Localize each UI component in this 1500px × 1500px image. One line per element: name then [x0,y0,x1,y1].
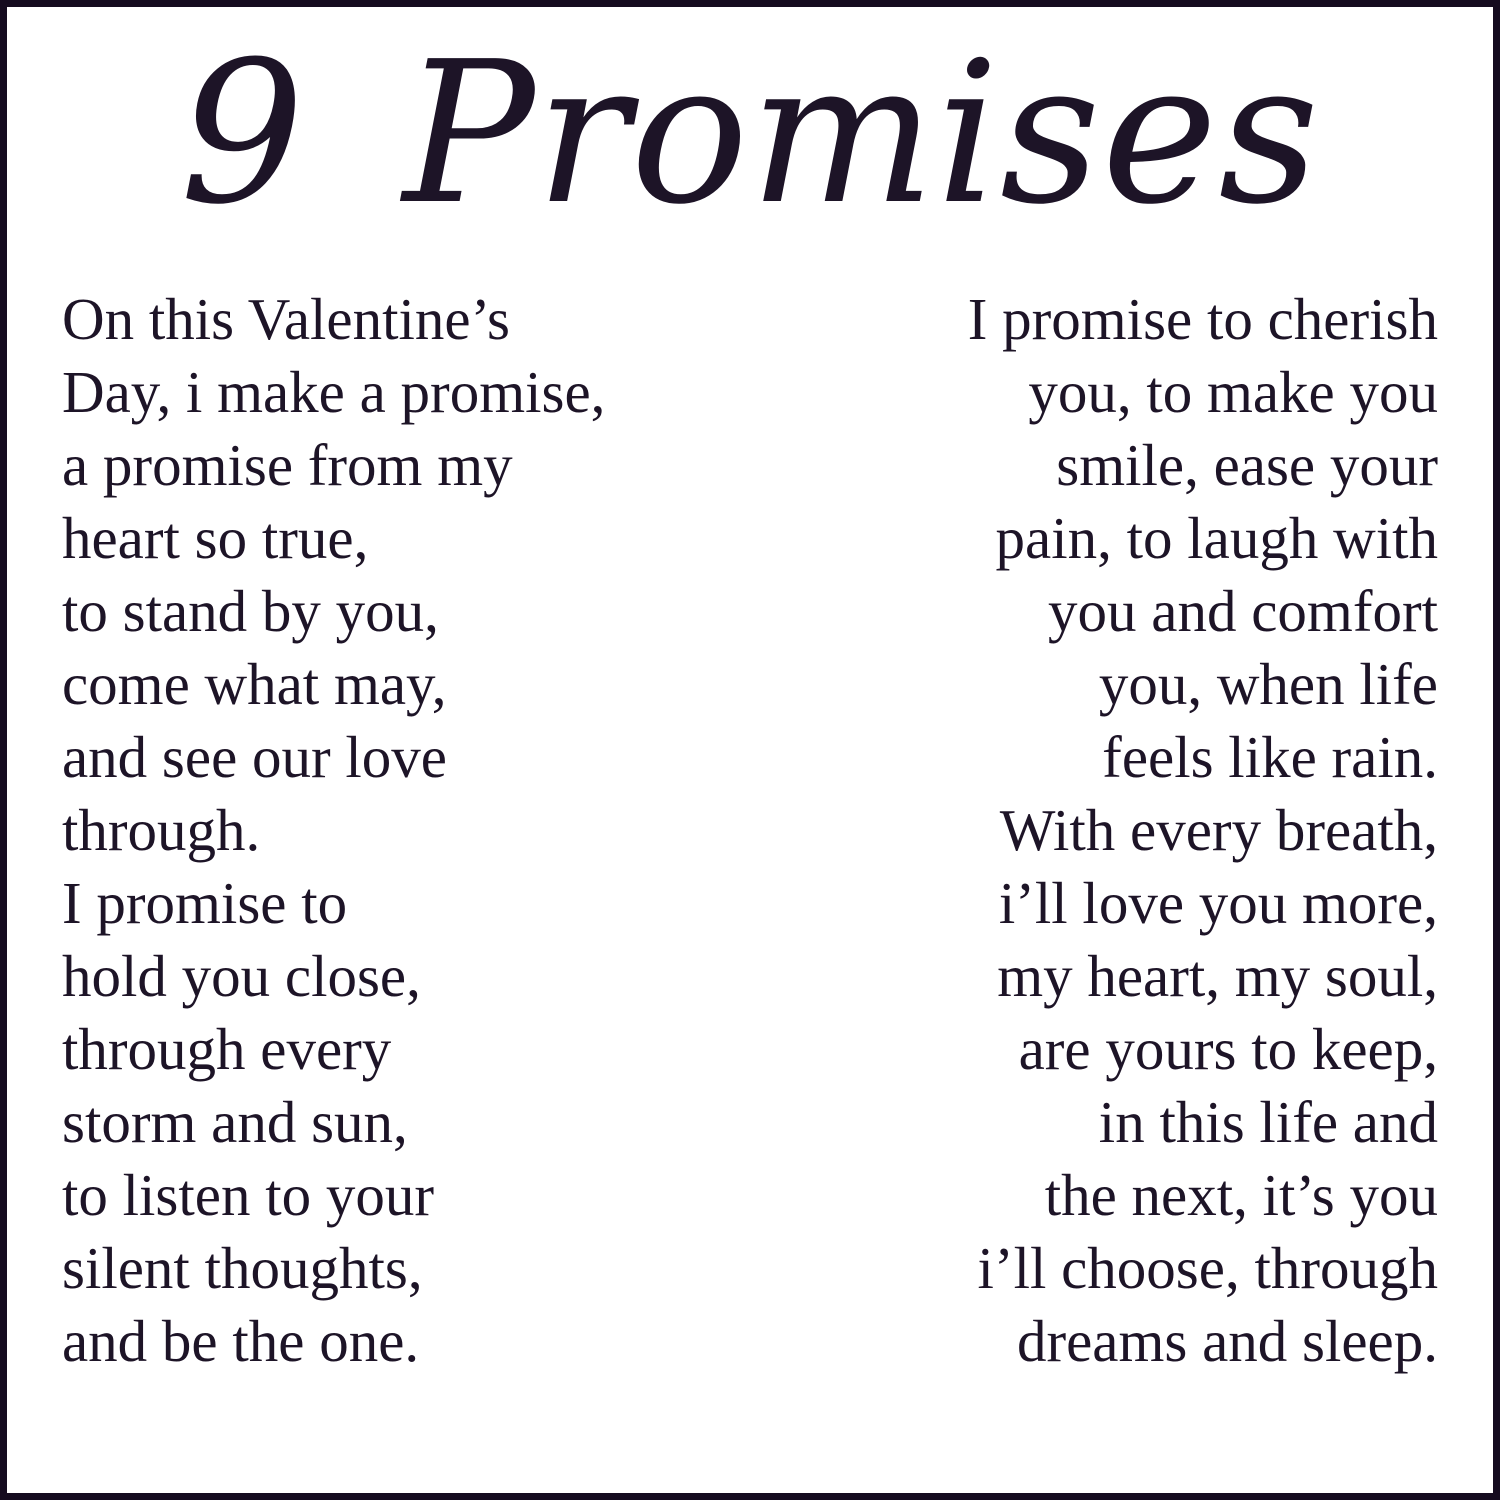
poem-line: my heart, my soul, [997,942,1438,1009]
poem-line: I promise to [62,869,348,936]
poem-line: the next, it’s you [1044,1161,1438,1228]
poem-line: i’ll love you more, [998,869,1438,936]
poem-line: I promise to cherish [967,285,1438,352]
poem-line: through every [62,1015,392,1082]
poem-line: smile, ease your [1056,431,1438,498]
poem-line: dreams and sleep. [1016,1307,1438,1374]
poem-line: to stand by you, [62,577,439,644]
poem-columns [7,283,1493,1378]
poem-line: you, to make you [1028,358,1438,425]
poem-line: silent thoughts, [62,1234,423,1301]
poem-line: you and comfort [1048,577,1438,644]
poem-column-right [968,283,1438,1378]
poem-line: and be the one. [62,1307,420,1374]
poem-line: Day, i make a promise, [62,358,606,425]
poem-line: pain, to laugh with [995,504,1438,571]
poem-line: i’ll choose, through [977,1234,1438,1301]
poem-line: heart so true, [62,504,369,571]
poem-line: storm and sun, [62,1088,408,1155]
poem-line: a promise from my [62,431,513,498]
poem-line: through. [62,796,261,863]
poem-line: are yours to keep, [1018,1015,1438,1082]
poem-line: On this Valentine’s [62,285,510,352]
poem-line: feels like rain. [1102,723,1438,790]
poem-line: to listen to your [62,1161,435,1228]
poem-column-left [62,283,605,1378]
poem-line: come what may, [62,650,447,717]
poem-line: hold you close, [62,942,421,1009]
poem-title: 9 Promises [179,20,1321,248]
poem-line: With every breath, [999,796,1438,863]
poem-line: you, when life [1098,650,1438,717]
poem-line: in this life and [1098,1088,1438,1155]
poem-line: and see our love [62,723,447,790]
